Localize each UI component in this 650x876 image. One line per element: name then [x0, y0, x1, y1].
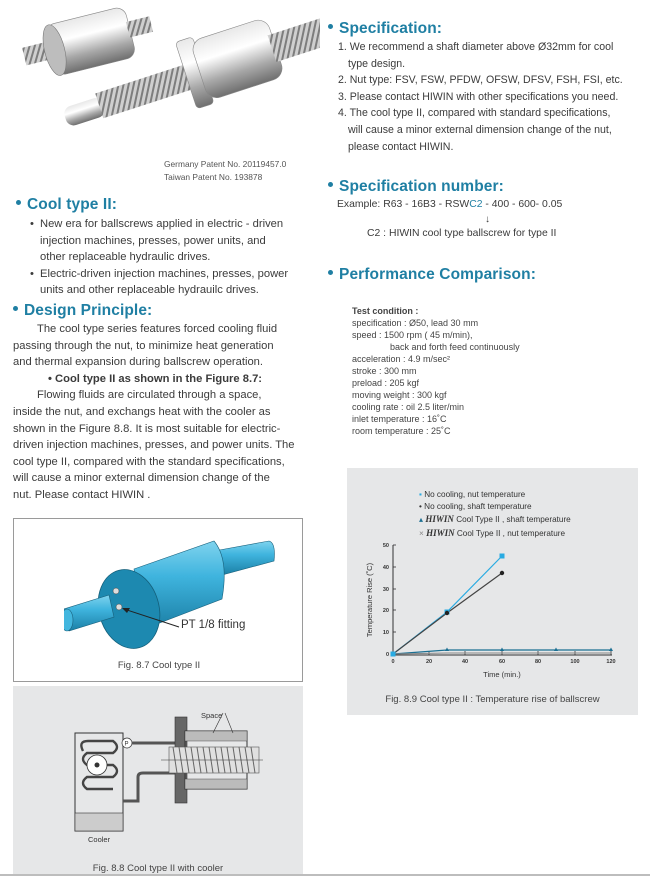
legend-item: × HIWIN Cool Type II , nut temperature [419, 527, 566, 538]
x-marker-icon: × [419, 528, 424, 538]
spec-explanation: C2 : HIWIN cool type ballscrew for type II [367, 227, 557, 239]
cool-type-bullet: • New era for ballscrews applied in electric - driven injection machines, presses, power units, and other replaceable hydraulic drives. [30, 218, 284, 264]
y-axis-label: Temperature Rise (˚C) [365, 562, 374, 638]
section-title: Design Principle: [13, 302, 313, 320]
cool-type-bullet: • Electric-driven injection machines, presses, power units and other replaceable hydrauilc drives. [30, 267, 289, 297]
svg-text:P: P [124, 741, 129, 748]
bullet-icon [16, 200, 21, 205]
square-marker-icon: ▪ [419, 490, 422, 499]
x-axis-label: Time (min.) [483, 670, 521, 679]
design-principle-section [13, 302, 313, 320]
performance-section [328, 266, 650, 284]
circle-marker-icon: • [419, 502, 422, 512]
bullet-icon [328, 270, 333, 275]
spec-item: 4. The cool type II, compared with standard specifications, will cause a minor external dimension change of the nut, please contact HIWIN. [338, 107, 612, 153]
figure-caption: Fig. 8.8 Cool type II with cooler [92, 863, 224, 874]
svg-text:40: 40 [382, 565, 389, 571]
patent-germany: Germany Patent No. 20119457.0 [164, 159, 287, 169]
spec-example: Example: R63 - 16B3 - RSWC2 - 400 - 600- 0.05 [337, 199, 563, 210]
spec-item: 3. Please contact HIWIN with other specifications you need. [338, 90, 619, 103]
cool-type-nut-illustration [64, 529, 284, 649]
svg-text:80: 80 [534, 659, 542, 665]
figure-caption: Fig. 8.7 Cool type II [117, 660, 201, 671]
spec-item: 1. We recommend a shaft diameter above Ø32mm for cool type design. [338, 41, 614, 70]
series-no-cooling-nut [393, 556, 502, 654]
cooler-diagram [73, 701, 273, 841]
svg-text:20: 20 [425, 659, 433, 665]
fitting-label: PT 1/8 fitting [181, 619, 246, 631]
svg-text:120: 120 [606, 659, 616, 665]
figure-8-7 [13, 518, 303, 682]
svg-text:40: 40 [461, 659, 469, 665]
svg-text:100: 100 [570, 659, 580, 665]
triangle-marker-icon: ▴ [419, 515, 424, 525]
ballscrew-product-image [0, 0, 320, 185]
spec-number-section [328, 178, 650, 242]
specification-section [328, 20, 650, 155]
svg-text:50: 50 [382, 543, 389, 549]
bullet-icon [13, 306, 18, 311]
section-title: Specification number: [328, 178, 650, 196]
space-label: Space [201, 711, 223, 720]
ballscrew-illustration [0, 0, 320, 160]
legend-item: ▪ No cooling, nut temperature [419, 490, 526, 499]
code-highlight: C2 [469, 199, 483, 210]
figure-reference: • Cool type II as shown in the Figure 8.7: [48, 372, 263, 385]
chart-caption: Fig. 8.9 Cool type II : Temperature rise of ballscrew [385, 694, 600, 705]
cool-type-section [16, 196, 316, 299]
bullet-icon [328, 182, 333, 187]
svg-text:20: 20 [382, 608, 389, 614]
legend-item: ▴ HIWIN Cool Type II , shaft temperature [419, 514, 571, 525]
chart-legend [419, 489, 571, 540]
section-title: Performance Comparison: [328, 266, 650, 284]
cooler-label: Cooler [88, 835, 111, 844]
temperature-rise-chart [347, 538, 638, 688]
legend-item: • No cooling, shaft temperature [419, 502, 532, 512]
svg-text:0: 0 [391, 659, 395, 665]
section-title: Cool type II: [16, 196, 316, 214]
svg-text:60: 60 [498, 659, 506, 665]
down-arrow-icon: ↓ [485, 213, 490, 225]
svg-text:30: 30 [382, 587, 389, 593]
patent-taiwan: Taiwan Patent No. 193878 [164, 172, 263, 182]
design-principle-text: The cool type series features forced cooling fluid passing through the nut, to minimize heat generation and thermal expansion during ballscrew operation. • Cool type II as shown in the Figure 8.7: Flowing fluids are circulated through a space, inside the nut, and exchangs heat with the cooler as shown in the Figure 8.8. It is most suitable for electric- driven injection machines, presses, and power units. The cool type II, compared with the standard specifications, will cause a minor external dimension change of the nut. Please contact HIWIN . [13, 321, 313, 504]
temperature-chart-panel [347, 468, 638, 715]
spec-item: 2. Nut type: FSV, FSW, PFDW, OFSW, DFSV, FSH, FSI, etc. [338, 74, 623, 87]
figure-8-8 [13, 686, 303, 876]
svg-text:10: 10 [382, 630, 389, 636]
test-conditions: Test condition : specification : Ø50, lead 30 mm speed : 1500 rpm ( 45 m/min), back and forth feed continuously acceleration : 4.9 m/sec² stroke : 300 mm preload : 205 kgf moving weight : 300 kgf cooling rate : oil 2.5 liter/min inlet temperature : 16˚C room temperature : 25˚C [352, 306, 520, 436]
section-title: Specification: [328, 20, 650, 38]
bullet-icon [328, 24, 333, 29]
svg-text:0: 0 [385, 652, 389, 658]
